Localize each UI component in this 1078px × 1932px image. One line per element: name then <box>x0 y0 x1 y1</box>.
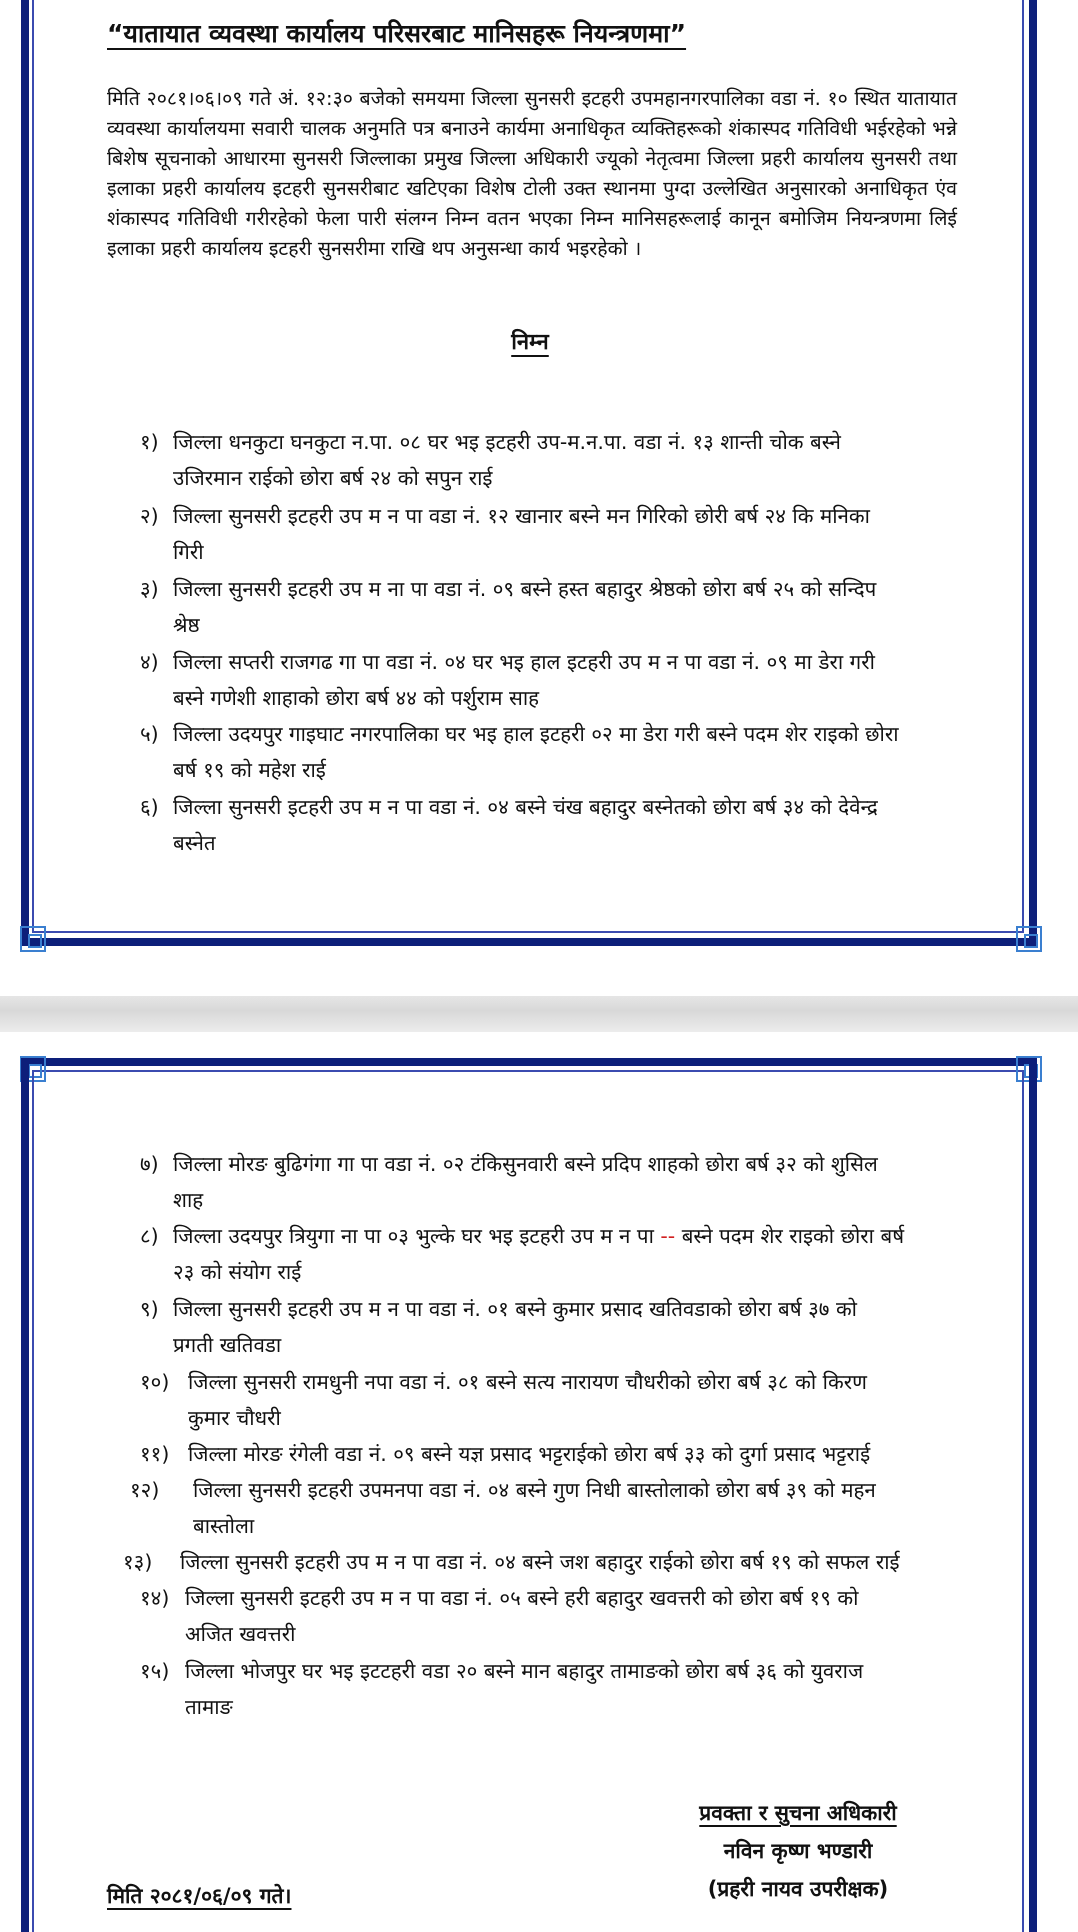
list-item-number: २) <box>140 504 159 528</box>
list-item-number: ५) <box>140 722 159 746</box>
list-item-text <box>173 1218 960 1254</box>
border-right-inner <box>1022 1070 1024 1932</box>
list-item-text-cont: बास्तोला <box>193 1514 255 1538</box>
list-item-text-a: जिल्ला उदयपुर त्रियुगा ना पा ०३ भुल्के घर भइ इटहरी उप म न पा <box>173 1224 661 1248</box>
list-item-text: जिल्ला सुनसरी इटहरी उप म न पा वडा नं. १२ खानार बस्ने मन गिरिको छोरी बर्ष २४ कि मनिका <box>173 504 870 528</box>
list-item-number: ९) <box>140 1297 159 1321</box>
list-item-text: जिल्ला सुनसरी इटहरी उप म न पा वडा नं. ०५ बस्ने हरी बहादुर खवत्तरी को छोरा बर्ष १९ को <box>185 1586 859 1610</box>
list-item <box>130 1472 960 1544</box>
section-heading <box>0 326 1060 356</box>
list-item <box>140 716 960 788</box>
list-item-text-cont: कुमार चौधरी <box>188 1406 281 1430</box>
list-item-number: १३) <box>123 1550 153 1574</box>
issue-date: मिति २०८१/०६/०९ गते। <box>107 1884 292 1908</box>
list-item-text: जिल्ला उदयपुर गाइघाट नगरपालिका घर भइ हाल इटहरी ०२ मा डेरा गरी बस्ने पदम शेर राइको छोरा <box>173 722 899 746</box>
list-item <box>140 424 960 496</box>
list-item-text-cont: अजित खवत्तरी <box>185 1622 296 1646</box>
list-item <box>140 1580 960 1652</box>
signatory-name: नविन कृष्ण भण्डारी <box>723 1839 873 1863</box>
border-right <box>1029 0 1037 946</box>
list-item-number: १५) <box>140 1659 170 1683</box>
document-title: “यातायात व्यवस्था कार्यालय परिसरबाट मानिसहरू नियन्त्रणमा” <box>107 19 687 48</box>
border-right-inner <box>1022 0 1024 932</box>
list-item-number: १) <box>140 430 159 454</box>
list-item-text: जिल्ला सुनसरी इटहरी उप म न पा वडा नं. ०४ बस्ने जश बहादुर राईको छोरा बर्ष १९ को सफल राई <box>180 1550 900 1574</box>
list-item-number: ११) <box>140 1442 170 1466</box>
border-left-inner <box>32 0 34 932</box>
list-item <box>140 1291 960 1363</box>
list-item <box>140 1436 960 1472</box>
list-item-text-cont: २३ को संयोग राई <box>173 1260 302 1284</box>
border-top-inner <box>32 1070 1024 1072</box>
border-right <box>1029 1058 1037 1932</box>
list-item-text: जिल्ला सुनसरी रामधुनी नपा वडा नं. ०१ बस्ने सत्य नारायण चौधरीको छोरा बर्ष ३८ को किरण <box>188 1370 867 1394</box>
list-item <box>140 571 960 643</box>
signature-block <box>648 1794 948 1908</box>
list-item <box>140 789 960 861</box>
border-bottom <box>21 938 1037 946</box>
border-left <box>21 0 29 946</box>
list-item-text-cont: बस्ने गणेशी शाहाको छोरा बर्ष ४४ को पर्शुराम साह <box>173 686 540 710</box>
border-bottom-inner <box>32 931 1024 933</box>
list-item-text: जिल्ला सुनसरी इटहरी उप म न पा वडा नं. ०४ बस्ने चंख बहादुर बस्नेतको छोरा बर्ष ३४ को देवेन्द्र <box>173 795 878 819</box>
list-item-text-b: बस्ने पदम शेर राइको छोरा बर्ष <box>675 1224 905 1248</box>
list-item-text: जिल्ला धनकुटा घनकुटा न.पा. ०८ घर भइ इटहरी उप-म.न.पा. वडा नं. १३ शान्ती चोक बस्ने <box>173 430 841 454</box>
list-item-number: ४) <box>140 650 159 674</box>
missing-ward-dash: -- <box>660 1224 676 1248</box>
section-heading-text: निम्न <box>511 330 549 355</box>
list-item <box>140 1364 960 1436</box>
page-gap <box>0 996 1078 1032</box>
intro-paragraph: मिति २०८१।०६।०९ गते अं. १२:३० बजेको समयमा जिल्ला सुनसरी इटहरी उपमहानगरपालिका वडा नं. १० स्थित यातायात व्यवस्था कार्यालयमा सवारी चालक अनुमति पत्र बनाउने कार्यमा अनाधिकृत व्यक्तिहरूको शंकास्पद गतिविधी भईरहेको भन्ने बिशेष सूचनाको आधारमा सुनसरी जिल्लाका प्रमुख जिल्ला अधिकारी ज्यूको नेतृत्वमा जिल्ला प्रहरी कार्यालय सुनसरी तथा इलाका प्रहरी कार्यालय इटहरी सुनसरीबाट खटिएका विशेष टोली उक्त स्थानमा पुग्दा उल्लेखित अनुसारको अनाधिकृत एंव शंकास्पद गतिविधी गरीरहेको फेला पारी संलग्न निम्न वतन भएका निम्न मानिसहरूलाई कानून बमोजिम नियन्त्रणमा लिई इलाका प्रहरी कार्यालय इटहरी सुनसरीमा राखि थप अनुसन्धा कार्य भइरहेको । <box>107 87 957 260</box>
list-item <box>140 1146 960 1218</box>
list-item <box>123 1544 960 1580</box>
signatory-rank: (प्रहरी नायव उपरीक्षक) <box>707 1877 889 1901</box>
list-item-number: १०) <box>140 1370 170 1394</box>
list-item-text-cont: शाह <box>173 1188 204 1212</box>
border-left <box>21 1058 29 1932</box>
list-item-text-cont: प्रगती खतिवडा <box>173 1333 282 1357</box>
list-item <box>140 498 960 570</box>
page-two <box>0 1032 1078 1932</box>
list-item-text: जिल्ला सप्तरी राजगढ गा पा वडा नं. ०४ घर भइ हाल इटहरी उप म न पा वडा नं. ०९ मा डेरा गरी <box>173 650 875 674</box>
list-item-text-cont: बर्ष १९ को महेश राई <box>173 758 326 782</box>
border-left-inner <box>32 1070 34 1932</box>
list-item-number: ३) <box>140 577 159 601</box>
list-item-text-cont: बस्नेत <box>173 831 216 855</box>
list-item-number: ७) <box>140 1152 159 1176</box>
corner-ornament-bottom-left <box>20 926 46 952</box>
list-item-text: जिल्ला सुनसरी इटहरी उपमनपा वडा नं. ०४ बस्ने गुण निधी बास्तोलाको छोरा बर्ष ३९ को महन <box>193 1478 876 1502</box>
list-item-number: १४) <box>140 1586 170 1610</box>
signatory-designation: प्रवक्ता र सुचना अधिकारी <box>699 1801 897 1825</box>
list-item-text: जिल्ला सुनसरी इटहरी उप म न पा वडा नं. ०१ बस्ने कुमार प्रसाद खतिवडाको छोरा बर्ष ३७ को <box>173 1297 857 1321</box>
list-item-text: जिल्ला मोरङ रंगेली वडा नं. ०९ बस्ने यज्ञ प्रसाद भट्टराईको छोरा बर्ष ३३ को दुर्गा प्रसाद भट्टराई <box>188 1442 871 1466</box>
list-item-number: ८) <box>140 1224 159 1248</box>
list-item <box>140 644 960 716</box>
list-item <box>140 1653 960 1725</box>
list-item-number: ६) <box>140 795 159 819</box>
list-item-text-cont: तामाङ <box>185 1695 233 1719</box>
list-item-text: जिल्ला मोरङ बुढिगंगा गा पा वडा नं. ०२ टंकिसुनवारी बस्ने प्रदिप शाहको छोरा बर्ष ३२ को शुसिल <box>173 1152 878 1176</box>
list-item-text-cont: उजिरमान राईको छोरा बर्ष २४ को सपुन राई <box>173 466 493 490</box>
list-item-text-cont: गिरी <box>173 540 204 564</box>
list-item-number: १२) <box>130 1478 160 1502</box>
list-item-text: जिल्ला सुनसरी इटहरी उप म ना पा वडा नं. ०९ बस्ने हस्त बहादुर श्रेष्ठको छोरा बर्ष २५ को सन्दिप <box>173 577 877 601</box>
border-top <box>21 1058 1037 1066</box>
list-item <box>140 1218 960 1290</box>
list-item-text: जिल्ला भोजपुर घर भइ इटटहरी वडा २० बस्ने मान बहादुर तामाङको छोरा बर्ष ३६ को युवराज <box>185 1659 864 1683</box>
corner-ornament-bottom-right <box>1016 926 1042 952</box>
list-item-text-cont: श्रेष्ठ <box>173 613 200 637</box>
